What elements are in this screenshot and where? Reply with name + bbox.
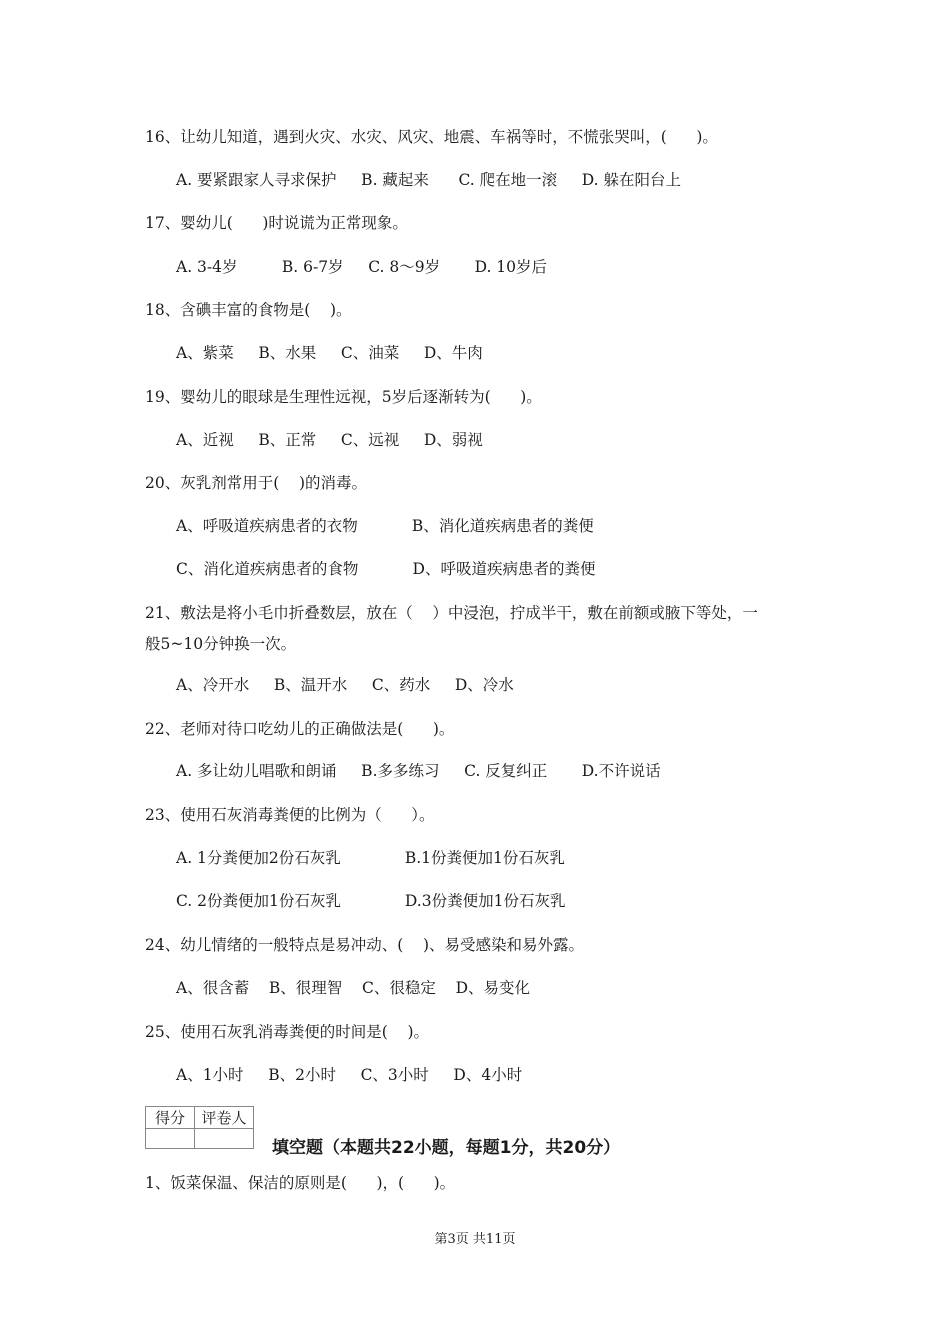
question-stem: 17、婴幼儿( )时说谎为正常现象。 (145, 214, 408, 232)
question-stem: 19、婴幼儿的眼球是生理性远视，5岁后逐渐转为( )。 (145, 388, 542, 406)
score-box (145, 1106, 254, 1149)
question-options: A、近视 B、正常 C、远视 D、弱视 (176, 431, 483, 449)
page-footer: 第3页 共11页 (434, 1232, 516, 1247)
question-stem: 24、幼儿情绪的一般特点是易冲动、( )、易受感染和易外露。 (145, 936, 585, 954)
question-stem: 20、灰乳剂常用于( )的消毒。 (145, 474, 368, 492)
fill-question-1: 1、饭菜保温、保洁的原则是( )，( )。 (145, 1174, 456, 1192)
question-stem: 21、敷法是将小毛巾折叠数层，放在（ ）中浸泡，拧成半干，敷在前额或腋下等处，一 (145, 604, 758, 622)
question-options: A、冷开水 B、温开水 C、药水 D、冷水 (176, 676, 514, 694)
grader-cell (195, 1129, 254, 1149)
score-cell (146, 1129, 195, 1149)
question-options: A、很含蓄 B、很理智 C、很稳定 D、易变化 (176, 979, 530, 997)
question-options: A. 多让幼儿唱歌和朗诵 B.多多练习 C. 反复纠正 D.不许说话 (176, 762, 661, 780)
question-stem: 23、使用石灰消毒粪便的比例为（ ）。 (145, 806, 435, 824)
question-options: C、消化道疾病患者的食物 D、呼吸道疾病患者的粪便 (176, 560, 596, 578)
question-options: A、1小时 B、2小时 C、3小时 D、4小时 (176, 1066, 523, 1084)
question-stem: 22、老师对待口吃幼儿的正确做法是( )。 (145, 720, 455, 738)
question-stem: 般5~10分钟换一次。 (145, 635, 297, 653)
question-options: C. 2份粪便加1份石灰乳 D.3份粪便加1份石灰乳 (176, 892, 566, 910)
question-options: A、呼吸道疾病患者的衣物 B、消化道疾病患者的粪便 (176, 517, 594, 535)
question-stem: 25、使用石灰乳消毒粪便的时间是( )。 (145, 1023, 430, 1041)
grader-label: 评卷人 (195, 1107, 254, 1129)
question-options: A. 要紧跟家人寻求保护 B. 藏起来 C. 爬在地一滚 D. 躲在阳台上 (176, 171, 682, 189)
question-options: A、紫菜 B、水果 C、油菜 D、牛肉 (176, 344, 483, 362)
question-options: A. 1分粪便加2份石灰乳 B.1份粪便加1份石灰乳 (176, 849, 565, 867)
question-options: A. 3-4岁 B. 6-7岁 C. 8～9岁 D. 10岁后 (176, 258, 548, 276)
question-stem: 16、让幼儿知道，遇到火灾、水灾、风灾、地震、车祸等时，不慌张哭叫，( )。 (145, 128, 718, 146)
section-title: 填空题（本题共22小题，每题1分，共20分） (272, 1138, 621, 1158)
score-label: 得分 (146, 1107, 195, 1129)
question-stem: 18、含碘丰富的食物是( )。 (145, 301, 352, 319)
